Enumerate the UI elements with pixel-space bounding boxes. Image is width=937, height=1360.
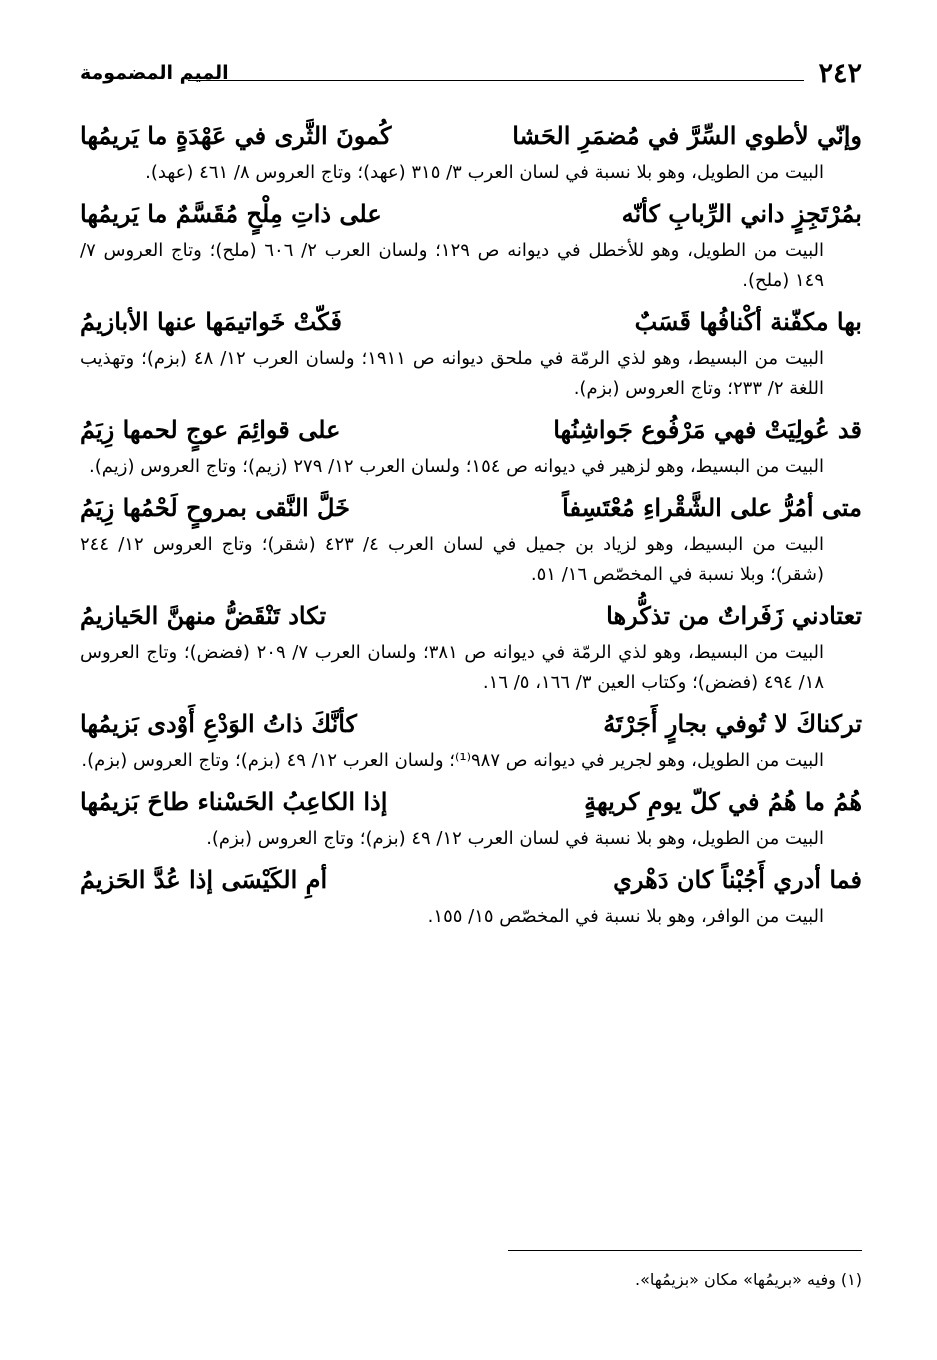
verse-entry bbox=[80, 406, 862, 482]
first-hemistich: وإنّي لأطوي السِّرَّ في مُضمَرِ الحَشا bbox=[512, 120, 862, 150]
second-hemistich: إذا الكاعِبُ الحَسْناء طاحَ بَزيمُها bbox=[80, 786, 388, 816]
verse-line bbox=[80, 856, 862, 902]
first-hemistich: بمُرْتَجِزٍ داني الرِّبابِ كأنّه bbox=[621, 198, 862, 228]
verse-line bbox=[80, 592, 862, 638]
verse-line bbox=[80, 406, 862, 452]
verse-note: البيت من الطويل، وهو بلا نسبة في لسان العرب ٣/ ٣١٥ (عهد)؛ وتاج العروس ٨/ ٤٦١ (عهد). bbox=[145, 162, 824, 183]
page-number: ٢٤٢ bbox=[818, 58, 862, 89]
first-hemistich: هُمُ ما هُمُ في كلّ يومِ كريهةٍ bbox=[584, 786, 862, 816]
verse-note: البيت من البسيط، وهو لذي الرمّة في ملحق ديوانه ص ١٩١١؛ ولسان العرب ١٢/ ٤٨ (بزم)؛ وتهذيب اللغة ٢/ ٢٣٣؛ وتاج العروس (بزم). bbox=[80, 348, 824, 399]
second-hemistich: كأنَّكَ ذاتُ الوَدْعِ أَوْدى بَزيمُها bbox=[80, 708, 357, 738]
verse-note: البيت من البسيط، وهو لزهير في ديوانه ص ١٥٤؛ ولسان العرب ١٢/ ٢٧٩ (زيم)؛ وتاج العروس (زيم). bbox=[89, 456, 824, 477]
page-header bbox=[80, 58, 862, 98]
verse-entry bbox=[80, 592, 862, 698]
verse-line bbox=[80, 112, 862, 158]
verse-note: البيت من الوافر، وهو بلا نسبة في المخصّص ١٥/ ١٥٥. bbox=[427, 906, 824, 927]
verse-note: البيت من الطويل، وهو بلا نسبة في لسان العرب ١٢/ ٤٩ (بزم)؛ وتاج العروس (بزم). bbox=[206, 828, 824, 849]
verse-line bbox=[80, 778, 862, 824]
second-hemistich: تكاد تَنْقَضُّ منهنَّ الحَيازيمُ bbox=[80, 600, 327, 630]
first-hemistich: فما أدري أَجُبْناً كان دَهْري bbox=[613, 864, 862, 894]
verse-line bbox=[80, 484, 862, 530]
second-hemistich: على قوائِمَ عوجٍ لحمها زِيَمُ bbox=[80, 414, 341, 444]
verse-note: البيت من البسيط، وهو لذي الرمّة في ديوانه ص ٣٨١؛ ولسان العرب ٧/ ٢٠٩ (فضض)؛ وتاج العروس ١٨/ ٤٩٤ (فضض)؛ وكتاب العين ٣/ ١٦٦، ٥/ ١٦. bbox=[80, 642, 824, 693]
verse-entry bbox=[80, 112, 862, 188]
verse-entries bbox=[80, 112, 862, 934]
first-hemistich: تعتادني زَفَراتٌ من تذكُّرها bbox=[606, 600, 862, 630]
second-hemistich: خَلَّ النَّقى بمروحٍ لَحْمُها زِيَمُ bbox=[80, 492, 350, 522]
first-hemistich: قد عُولِيَتْ فهي مَرْفُوع جَواشِنُها bbox=[553, 414, 862, 444]
header-rule bbox=[188, 80, 804, 81]
verse-entry bbox=[80, 856, 862, 932]
first-hemistich: بها مكفّنة أكْنافُها قَسَبٌ bbox=[634, 306, 862, 336]
verse-line bbox=[80, 190, 862, 236]
running-title: الميم المضمومة bbox=[80, 62, 229, 84]
first-hemistich: تركناكَ لا تُوفي بجارٍ أَجَرْتَهُ bbox=[603, 708, 862, 738]
footnote-rule bbox=[508, 1250, 862, 1251]
first-hemistich: متى أمُرُّ على الشَّقْراءِ مُعْتَسِفاً bbox=[562, 492, 862, 522]
verse-entry bbox=[80, 190, 862, 296]
verse-entry bbox=[80, 700, 862, 776]
second-hemistich: على ذاتِ مِلْحٍ مُقَسَّمٌ ما يَريمُها bbox=[80, 198, 382, 228]
verse-entry bbox=[80, 484, 862, 590]
verse-note: البيت من البسيط، وهو لزياد بن جميل في لسان العرب ٤/ ٤٢٣ (شقر)؛ وتاج العروس ١٢/ ٢٤٤ (شقر)؛ وبلا نسبة في المخصّص ١٦/ ٥١. bbox=[80, 534, 824, 585]
second-hemistich: أمِ الكَيْسَى إذا عُدَّ الحَزيمُ bbox=[80, 864, 328, 894]
second-hemistich: كُمونَ الثَّرى في عَهْدَةٍ ما يَريمُها bbox=[80, 120, 392, 150]
verse-note: البيت من الطويل، وهو للأخطل في ديوانه ص ١٢٩؛ ولسان العرب ٢/ ٦٠٦ (ملح)؛ وتاج العروس ٧/ ١٤٩ (ملح). bbox=[80, 240, 824, 291]
second-hemistich: فَكّتْ خَواتيمَها عنها الأبازيمُ bbox=[80, 306, 342, 336]
footnote: (١) وفيه «بريمُها» مكان «بزيمُها». bbox=[635, 1270, 862, 1289]
verse-line bbox=[80, 700, 862, 746]
verse-entry bbox=[80, 778, 862, 854]
verse-entry bbox=[80, 298, 862, 404]
verse-note: البيت من الطويل، وهو لجرير في ديوانه ص ٩٨٧⁽¹⁾؛ ولسان العرب ١٢/ ٤٩ (بزم)؛ وتاج العروس (بزم). bbox=[81, 750, 824, 771]
verse-line bbox=[80, 298, 862, 344]
